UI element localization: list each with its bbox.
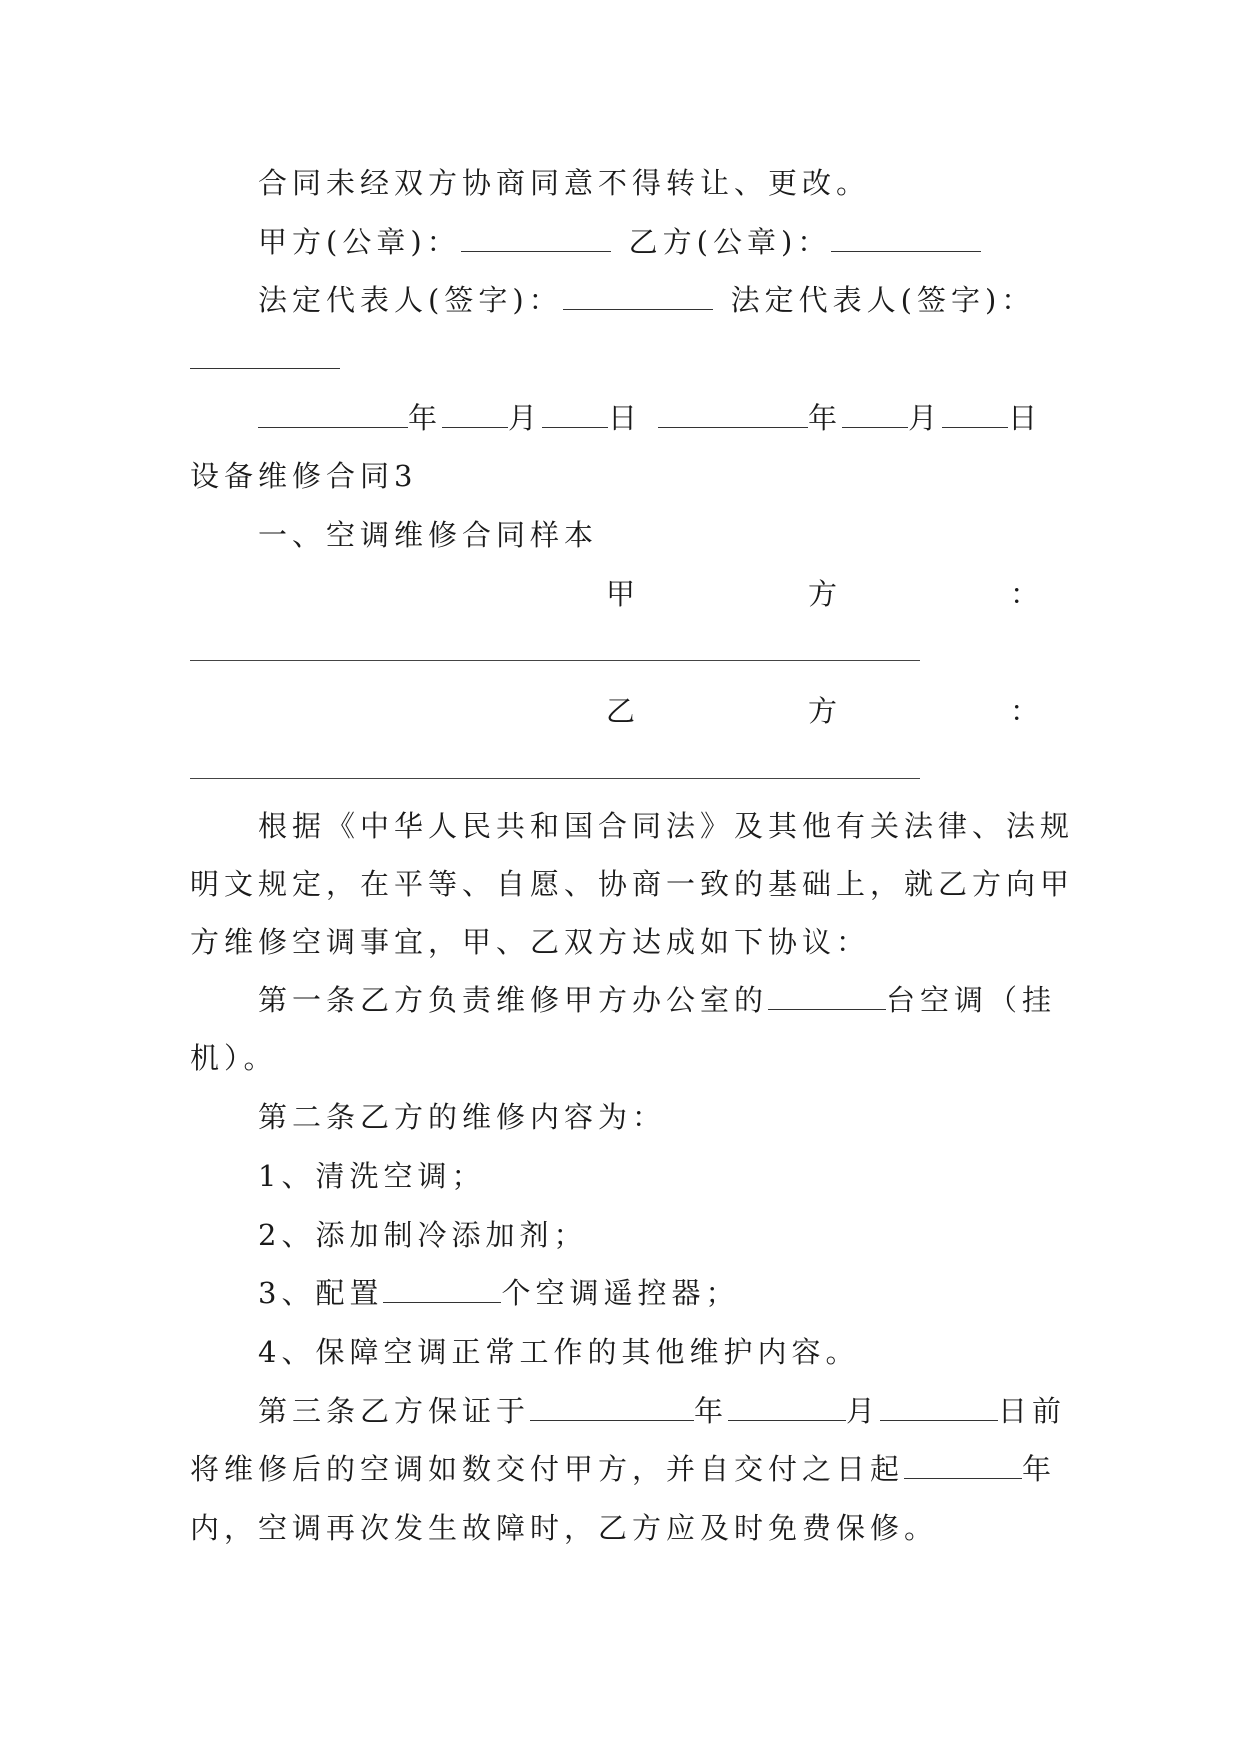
date-b-day: 日 [1008,401,1043,435]
legal-rep-b-label: 法定代表人(签字)： [730,283,1036,317]
intro-line-3: 方维修空调事宜，甲、乙双方达成如下协议： [190,925,871,959]
item-3 [258,1273,739,1313]
legal-rep-b-blank-row [190,339,340,379]
party-b-seal-label: 乙方(公章)： [628,225,832,259]
date-b-month: 月 [908,401,943,435]
legal-rep-a-blank [563,283,713,310]
party-a-char1: 甲 [606,577,636,611]
article-3-line-2 [190,1449,1056,1489]
seal-row [258,222,981,262]
date-b-day-blank [942,401,1008,428]
item-3-text-b: 个空调遥控器； [501,1276,740,1310]
item-3-count-blank [383,1276,501,1303]
article-3-text-a: 第三条乙方保证于 [258,1394,531,1428]
party-b-colon: ： [1010,694,1040,728]
article-1-text-b: 台空调（挂 [886,983,1057,1017]
article-3-line-2-text: 将维修后的空调如数交付甲方，并自交付之日起 [190,1452,905,1486]
date-b-year-blank [658,401,808,428]
item-1: 1、清洗空调； [258,1159,486,1193]
clause-transfer: 合同未经双方协商同意不得转让、更改。 [258,166,871,200]
date-a-day-blank [542,401,608,428]
legal-rep-a-label: 法定代表人(签字)： [258,283,563,317]
party-a-colon: ： [1010,577,1040,611]
date-a-year-blank [258,401,408,428]
date-a-month-blank [442,401,508,428]
date-a-day: 日 [608,401,643,435]
article-3-year: 年 [694,1394,729,1428]
section-title: 设备维修合同3 [190,459,418,493]
article-1-line-2: 机）。 [190,1041,278,1075]
legal-rep-b-blank [190,342,340,369]
party-a-char2: 方 [808,577,838,611]
item-4: 4、保障空调正常工作的其他维护内容。 [258,1335,860,1369]
article-3-line-1 [258,1391,1066,1431]
article-3-day-blank [880,1394,998,1421]
article-3-warranty-year: 年 [1022,1452,1057,1486]
article-3-warranty-blank [904,1452,1022,1479]
date-a-year: 年 [408,401,443,435]
intro-line-2: 明文规定，在平等、自愿、协商一致的基础上，就乙方向甲 [190,867,1075,901]
article-3-line-3: 内，空调再次发生故障时，乙方应及时免费保修。 [190,1511,939,1545]
article-1-count-blank [768,983,886,1010]
article-3-day-before: 日前 [998,1394,1067,1428]
item-3-text-a: 3、配置 [258,1276,384,1310]
party-b-char2: 方 [808,694,838,728]
intro-line-1: 根据《中华人民共和国合同法》及其他有关法律、法规 [258,809,1075,843]
date-row [258,398,1042,438]
article-3-month-blank [728,1394,846,1421]
party-b-char1: 乙 [606,694,636,728]
article-1-line-1 [258,980,1056,1020]
article-3-month: 月 [846,1394,881,1428]
party-b-seal-blank [831,225,981,252]
party-b-name-line [190,778,920,779]
article-1-text-a: 第一条乙方负责维修甲方办公室的 [258,983,769,1017]
date-b-month-blank [842,401,908,428]
party-a-seal-blank [461,225,611,252]
legal-rep-row [258,280,1035,320]
date-a-month: 月 [508,401,543,435]
item-2: 2、添加制冷添加剂； [258,1218,588,1252]
party-a-seal-label: 甲方(公章)： [258,225,461,259]
article-3-year-blank [530,1394,694,1421]
date-b-year: 年 [808,401,843,435]
article-2: 第二条乙方的维修内容为： [258,1100,667,1134]
contract-subtitle: 一、空调维修合同样本 [258,518,599,552]
party-a-name-line [190,660,920,661]
